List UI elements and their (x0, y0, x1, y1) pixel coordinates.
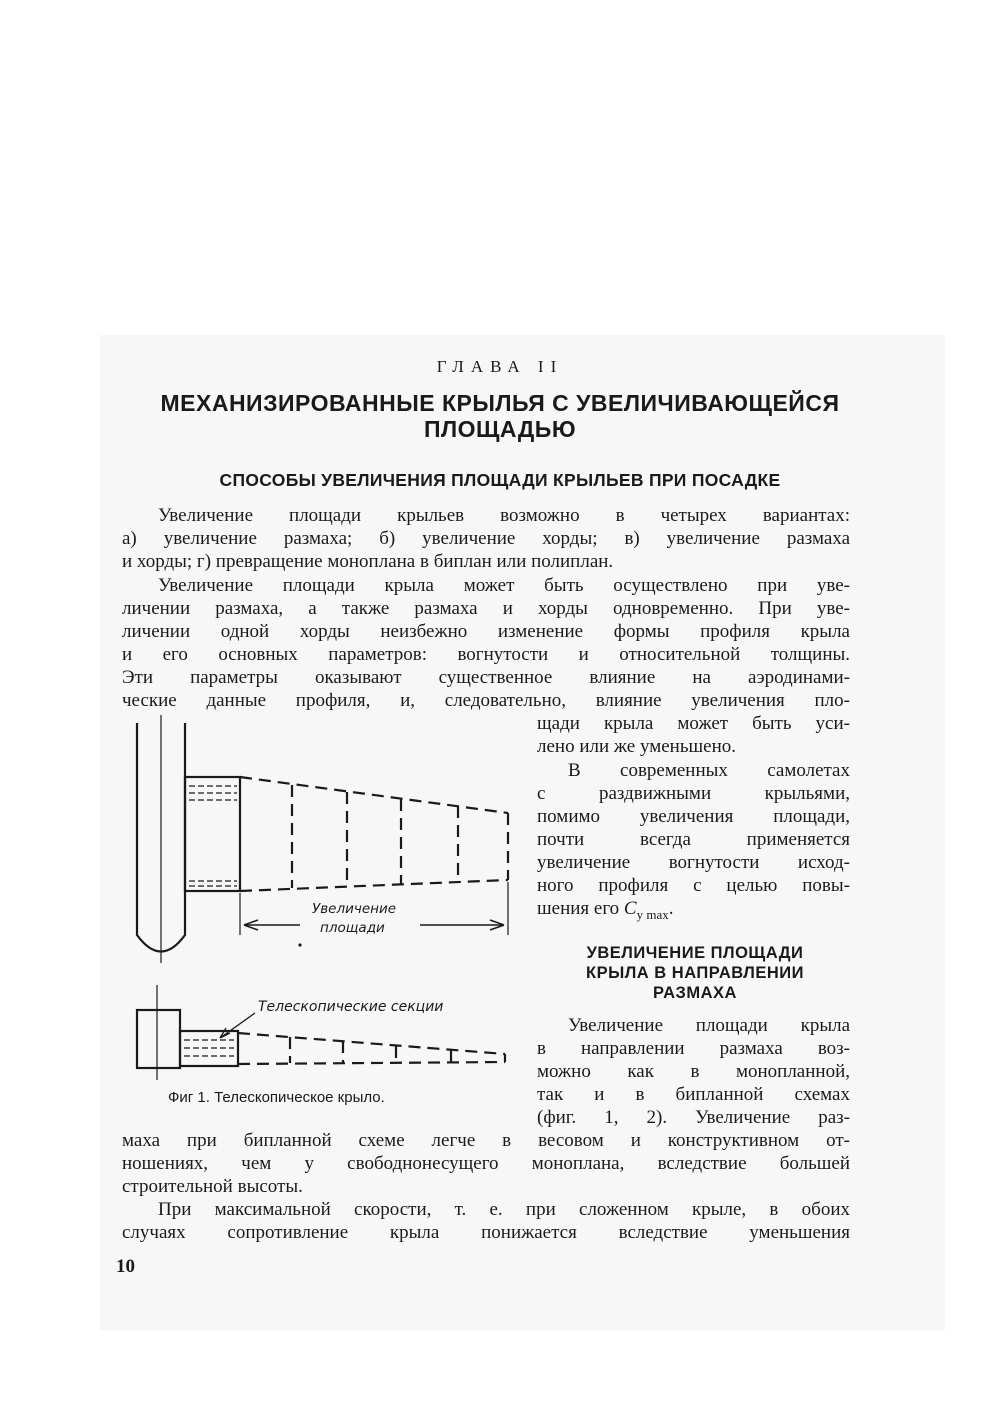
subsection-heading-line-3: РАЗМАХА (653, 984, 737, 1002)
text-line: строительной высоты. (122, 1176, 303, 1197)
text-line: в направлении размаха воз- (537, 1038, 850, 1059)
text-line: ческие данные профиля, и, следовательно, влияние увеличения пло- (122, 690, 850, 711)
text-line: помимо увеличения площади, (537, 806, 850, 827)
page-number: 10 (116, 1256, 135, 1277)
text-line: личении одной хорды неизбежно изменение формы профиля крыла (122, 621, 850, 642)
figure-caption: Фиг 1. Телескопическое крыло. (168, 1089, 385, 1106)
formula-end: . (668, 898, 674, 919)
leader-arrow-icon (220, 1028, 230, 1038)
text-line: почти всегда применяется (537, 829, 850, 850)
formula-symbol: C (623, 898, 637, 919)
label-area-increase-2: площади (320, 920, 385, 936)
chapter-title-line-1: МЕХАНИЗИРОВАННЫЕ КРЫЛЬЯ С УВЕЛИЧИВАЮЩЕЙСЯ (160, 390, 840, 416)
text-line: и хорды; г) превращение моноплана в биплан или полиплан. (122, 551, 614, 572)
subsection-heading-line-1: УВЕЛИЧЕНИЕ ПЛОЩАДИ (586, 944, 804, 962)
text-line: (фиг. 1, 2). Увеличение раз- (537, 1107, 850, 1128)
label-telescopic-sections: Телескопические секции (258, 999, 444, 1015)
front-fuselage (137, 1010, 180, 1068)
dot-mark (298, 943, 301, 946)
text-line: а) увеличение размаха; б) увеличение хорды; в) увеличение размаха (122, 528, 850, 549)
text-line: так и в бипланной схемах (537, 1084, 850, 1105)
subsection-heading-line-2: КРЫЛА В НАПРАВЛЕНИИ (586, 964, 804, 982)
chapter-label: ГЛАВА II (436, 357, 564, 376)
text-line: случаях сопротивление крыла понижается вследствие уменьшения (122, 1222, 850, 1243)
text-line: и его основных параметров: вогнутости и относительной толщины. (122, 644, 850, 665)
front-telescopic-sections (238, 1033, 505, 1064)
text-line: При максимальной скорости, т. е. при сложенном крыле, в обоих (158, 1199, 850, 1220)
fixed-wing-root (185, 777, 240, 891)
text-fragment: шения его (537, 898, 620, 919)
text-line: увеличение вогнутости исход- (537, 852, 850, 873)
text-line: с раздвижными крыльями, (537, 783, 850, 804)
text-line: ного профиля с целью повы- (537, 875, 850, 896)
text-line: маха при бипланной схеме легче в весовом и конструктивном от- (122, 1130, 850, 1151)
text-line: можно как в монопланной, (537, 1061, 850, 1082)
text-line: щади крыла может быть уси- (537, 713, 850, 734)
text-line: В современных самолетах (568, 760, 850, 781)
label-area-increase-1: Увеличение (312, 901, 397, 917)
chapter-title-line-2: ПЛОЩАДЬЮ (423, 416, 577, 442)
formula-subscript: y max (636, 906, 669, 922)
text-line: Увеличение площади крыла (568, 1015, 850, 1036)
text-line: Увеличение площади крыльев возможно в четырех вариантах: (158, 505, 850, 526)
text-line: лено или же уменьшено. (537, 736, 736, 757)
text-line: Эти параметры оказывают существенное влияние на аэродинами- (122, 667, 850, 688)
text-line: ношениях, чем у свободнонесущего моноплана, вследствие большей (122, 1153, 850, 1174)
text-line: Увеличение площади крыла может быть осуществлено при уве- (158, 575, 850, 596)
telescopic-extension (240, 777, 508, 891)
section-title: СПОСОБЫ УВЕЛИЧЕНИЯ ПЛОЩАДИ КРЫЛЬЕВ ПРИ ПОСАДКЕ (219, 470, 781, 490)
text-line: личении размаха, а также размаха и хорды одновременно. При уве- (122, 598, 850, 619)
